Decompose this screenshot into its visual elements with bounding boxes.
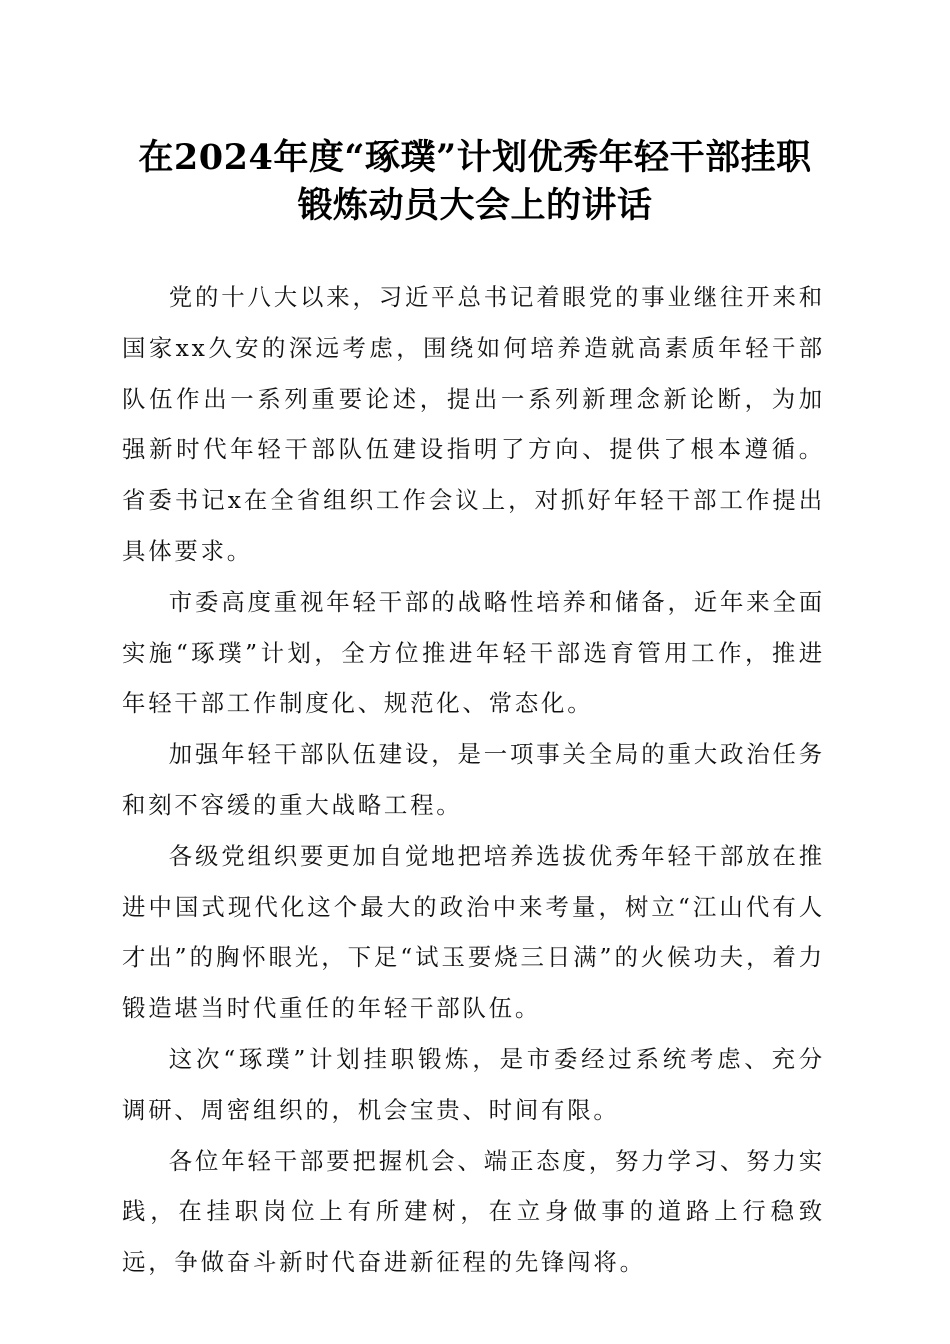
title-line-1: 在2024年度“琢璞”计划优秀年轻干部挂职 <box>138 137 812 178</box>
paragraph: 党的十八大以来，习近平总书记着眼党的事业继往开来和国家xx久安的深远考虑，围绕如何培养造就高素质年轻干部队伍作出一系列重要论述，提出一系列新理念新论断，为加强新时代年轻干部队伍建设指明了方向、提供了根本遵循。省委书记x在全省组织工作会议上，对抓好年轻干部工作提出具体要求。 <box>122 283 825 565</box>
paragraph: 加强年轻干部队伍建设，是一项事关全局的重大政治任务和刻不容缓的重大战略工程。 <box>122 740 825 819</box>
document-body <box>122 272 825 1288</box>
paragraph: 各级党组织要更加自觉地把培养选拔优秀年轻干部放在推进中国式现代化这个最大的政治中来考量，树立“江山代有人才出”的胸怀眼光，下足“试玉要烧三日满”的火候功夫，着力锻造堪当时代重任的年轻干部队伍。 <box>122 841 825 1023</box>
paragraph: 各位年轻干部要把握机会、端正态度，努力学习、努力实践，在挂职岗位上有所建树，在立身做事的道路上行稳致远，争做奋斗新时代奋进新征程的先锋闯将。 <box>122 1146 825 1277</box>
paragraph: 市委高度重视年轻干部的战略性培养和储备，近年来全面实施“琢璞”计划，全方位推进年轻干部选育管用工作，推进年轻干部工作制度化、规范化、常态化。 <box>122 587 825 718</box>
title-line-2: 锻炼动员大会上的讲话 <box>297 185 653 226</box>
paragraph: 这次“琢璞”计划挂职锻炼，是市委经过系统考虑、充分调研、周密组织的，机会宝贵、时间有限。 <box>122 1044 825 1124</box>
document-title <box>100 134 850 230</box>
